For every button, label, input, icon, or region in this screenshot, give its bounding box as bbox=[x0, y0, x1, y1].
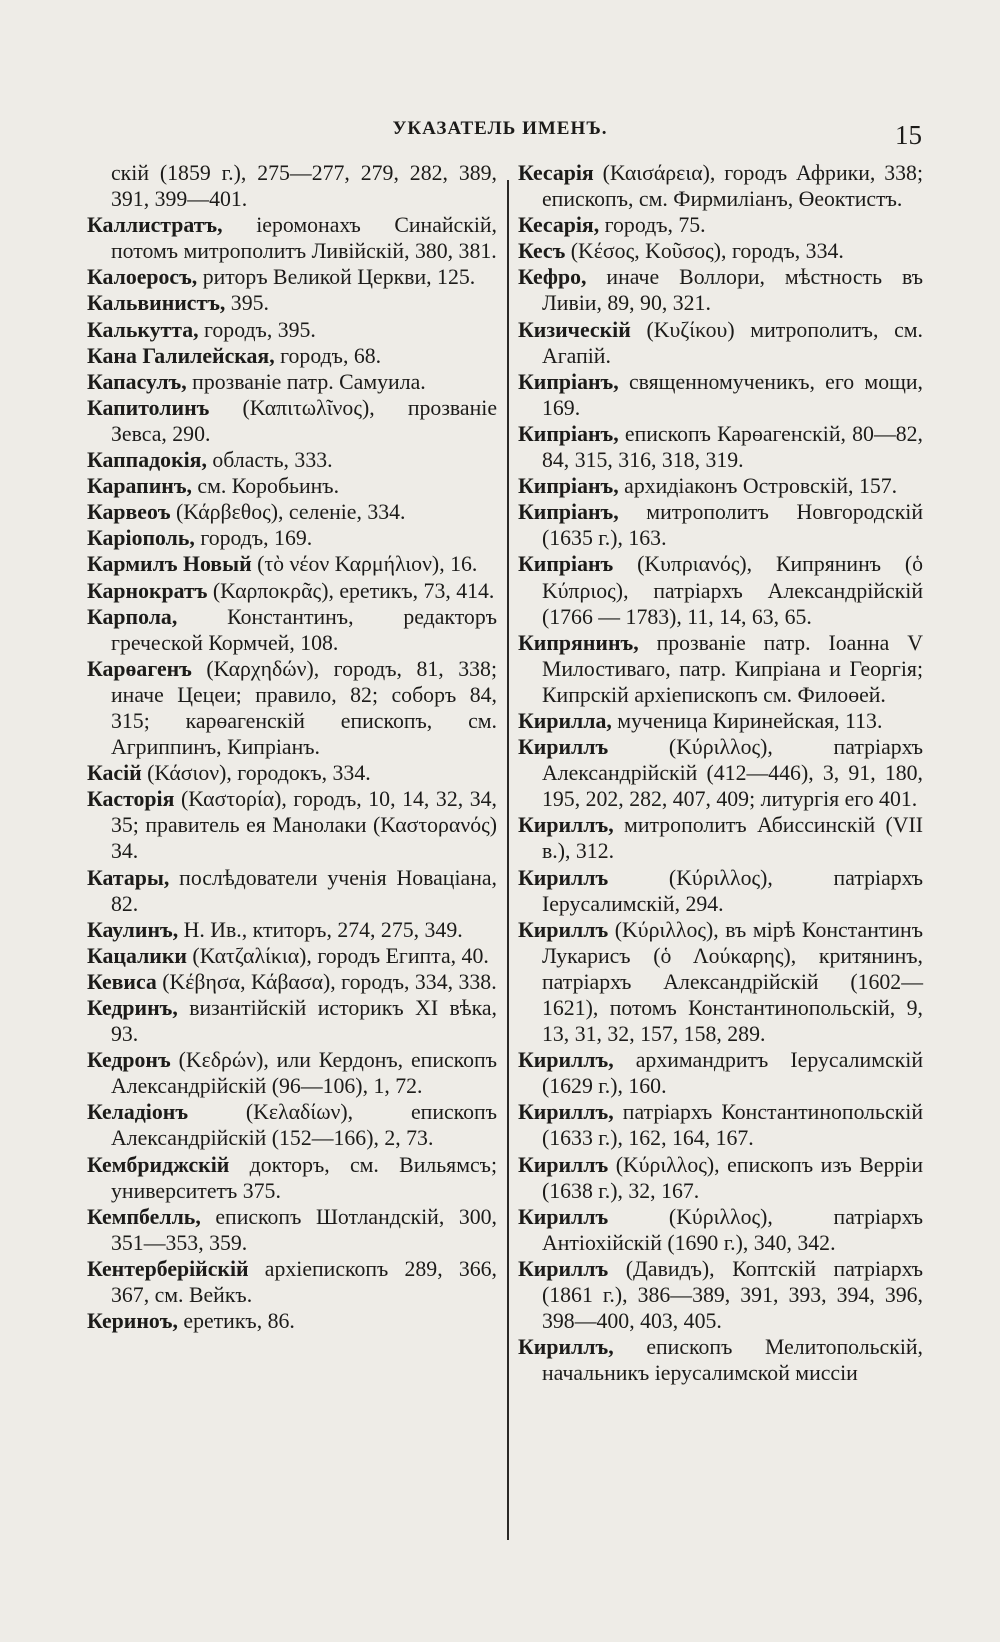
entry-text: (Καπιτωλῖνος), прозваніе Зевса, 290. bbox=[111, 395, 497, 446]
entry-text: (Давидъ), Коптскій патріархъ (1861 г.), 386—389, 391, 393, 394, 396, 398—400, 403, 405. bbox=[542, 1256, 923, 1334]
entry-headword: Кацалики bbox=[87, 943, 187, 968]
entry-headword: Кипріанъ bbox=[518, 552, 614, 577]
index-entry bbox=[518, 1334, 923, 1386]
entry-text: митрополитъ Новгородскій (1635 г.), 163. bbox=[542, 500, 923, 551]
entry-headword: Кириллъ bbox=[518, 1152, 609, 1177]
index-entry bbox=[87, 604, 497, 656]
entry-text: послѣдователи ученія Новаціана, 82. bbox=[111, 865, 497, 916]
entry-text: иначе Воллори, мѣстность въ Ливіи, 89, 90, 321. bbox=[542, 265, 923, 316]
entry-headword: Карнократъ bbox=[87, 578, 208, 603]
entry-headword: Карөагенъ bbox=[87, 656, 192, 681]
entry-headword: Кириллъ, bbox=[518, 1335, 614, 1360]
entry-text: (Καρποκρᾶς), еретикъ, 73, 414. bbox=[207, 578, 495, 603]
index-entry bbox=[518, 499, 923, 551]
index-entry bbox=[87, 1099, 497, 1151]
index-entry bbox=[518, 238, 923, 264]
entry-headword: Кемпбелль, bbox=[87, 1204, 201, 1229]
entry-text: (Καρχηδών), городъ, 81, 338; иначе Цецеи; правило, 82; соборъ 84, 315; карөагенскій епископъ, см. Агриппинъ, Кипріанъ. bbox=[111, 656, 497, 760]
index-entry bbox=[87, 473, 497, 499]
entry-text: (Κατζαλίκια), городъ Египта, 40. bbox=[186, 943, 489, 968]
entry-headword: Каріополь, bbox=[87, 526, 195, 551]
entry-headword: Каллистратъ, bbox=[87, 213, 223, 238]
index-entry bbox=[518, 1047, 923, 1099]
entry-text: область, 333. bbox=[206, 448, 333, 473]
index-entry bbox=[518, 1152, 923, 1204]
entry-text: византійскій историкъ XI вѣка, 93. bbox=[111, 996, 497, 1047]
entry-headword: Каппадокія, bbox=[87, 448, 207, 473]
running-title: УКАЗАТЕЛЬ ИМЕНЪ. bbox=[392, 118, 608, 139]
index-entry bbox=[87, 1047, 497, 1099]
entry-headword: Кириллъ bbox=[518, 1256, 609, 1281]
entry-text: городъ, 395. bbox=[198, 317, 316, 342]
entry-text: священномученикъ, его мощи, 169. bbox=[542, 369, 923, 420]
entry-headword: Катары, bbox=[87, 865, 170, 890]
entry-text: см. Коробьинъ. bbox=[191, 474, 340, 499]
entry-text: еретикъ, 86. bbox=[177, 1309, 295, 1334]
entry-headword: Кедринъ, bbox=[87, 996, 178, 1020]
entry-text: (Κεδρών), или Кердонъ, епископъ Александрійскій (96—106), 1, 72. bbox=[111, 1048, 497, 1099]
entry-text: патріархъ Константинопольскій (1633 г.), 162, 164, 167. bbox=[542, 1100, 923, 1151]
column-divider bbox=[507, 180, 509, 1540]
entry-text: епископъ Карөагенскій, 80—82, 84, 315, 316, 318, 319. bbox=[542, 421, 923, 473]
entry-text: архидіаконъ Островскій, 157. bbox=[618, 474, 898, 499]
entry-headword: Кириллъ, bbox=[518, 813, 614, 838]
index-entry bbox=[87, 786, 497, 864]
entry-headword: Кириллъ bbox=[518, 917, 609, 942]
entry-text: Константинъ, редакторъ греческой Кормчей, 108. bbox=[111, 604, 497, 655]
index-entry bbox=[518, 369, 923, 421]
entry-headword: Калькутта, bbox=[87, 317, 199, 342]
entry-headword: Карапинъ, bbox=[87, 474, 192, 499]
index-entry bbox=[518, 473, 923, 499]
entry-headword: Кана Галилейская, bbox=[87, 343, 275, 368]
entry-headword: Касторія bbox=[87, 787, 175, 812]
entry-text: городъ, 68. bbox=[274, 343, 382, 368]
entry-headword: Кипріанъ, bbox=[518, 500, 619, 525]
entry-headword: Калоеросъ, bbox=[87, 265, 198, 290]
index-column-left bbox=[87, 160, 497, 1334]
index-entry bbox=[518, 1204, 923, 1256]
index-entry bbox=[518, 1256, 923, 1334]
index-entry bbox=[518, 317, 923, 369]
entry-text: (Κελαδίων), епископъ Александрійскій (152—166), 2, 73. bbox=[111, 1100, 497, 1151]
entry-headword: Каулинъ, bbox=[87, 917, 179, 942]
entry-text: (Κύριλλος), патріархъ Іерусалимскій, 294. bbox=[542, 865, 923, 916]
entry-text: (Κυζίκου) митрополитъ, см. Агапій. bbox=[542, 317, 923, 368]
index-entry bbox=[518, 264, 923, 316]
entry-text: (Κύριλλος), патріархъ Антіохійскій (1690 г.), 340, 342. bbox=[542, 1204, 923, 1255]
entry-headword: Кирилла, bbox=[518, 708, 612, 733]
entry-headword: Кипріанъ, bbox=[518, 474, 619, 499]
entry-headword: Кириллъ bbox=[518, 735, 609, 760]
entry-headword: Кембриджскій bbox=[87, 1152, 230, 1177]
index-entry bbox=[518, 160, 923, 212]
index-entry bbox=[87, 551, 497, 577]
index-entry bbox=[518, 421, 923, 473]
entry-headword: Кириллъ, bbox=[518, 1048, 614, 1073]
page-number: 15 bbox=[895, 120, 922, 150]
index-entry bbox=[518, 212, 923, 238]
entry-text: мученица Киринейская, 113. bbox=[611, 708, 883, 733]
entry-headword: Кипріанъ, bbox=[518, 421, 619, 446]
entry-text: (Κέβησα, Κάβασα), городъ, 334, 338. bbox=[156, 969, 497, 994]
entry-headword: Келадіонъ bbox=[87, 1100, 189, 1125]
index-entry bbox=[87, 395, 497, 447]
entry-headword: Карпола, bbox=[87, 604, 178, 629]
entry-headword: Карвеоъ bbox=[87, 500, 171, 525]
entry-text: епископъ Мелитопольскій, начальникъ іерусалимской миссіи bbox=[542, 1335, 923, 1386]
entry-headword: Кентерберійскій bbox=[87, 1256, 249, 1281]
entry-text: (τὸ νέον Καρμήλιον), 16. bbox=[251, 552, 478, 577]
index-entry bbox=[87, 865, 497, 917]
index-entry bbox=[87, 1308, 497, 1334]
index-entry bbox=[87, 760, 497, 786]
entry-text: городъ, 75. bbox=[599, 213, 706, 238]
index-entry bbox=[518, 812, 923, 864]
entry-headword: Капитолинъ bbox=[87, 395, 210, 420]
entry-text: (Κάρβεθος), селеніе, 334. bbox=[170, 500, 406, 525]
entry-text: докторъ, см. Вильямсъ; университетъ 375. bbox=[111, 1152, 497, 1203]
index-entry bbox=[87, 578, 497, 604]
entry-text: архимандритъ Іерусалимскій (1629 г.), 160. bbox=[542, 1048, 923, 1099]
entry-headword: Кедронъ bbox=[87, 1048, 171, 1073]
index-entry bbox=[87, 160, 497, 212]
entry-text: (Καισάρεια), городъ Африки, 338; епископъ, см. Фирмиліанъ, Өеоктистъ. bbox=[542, 161, 923, 212]
index-entry bbox=[87, 1204, 497, 1256]
index-entry bbox=[518, 865, 923, 917]
index-entry bbox=[87, 917, 497, 943]
entry-headword: Кириллъ bbox=[518, 865, 609, 890]
entry-text: 395. bbox=[225, 291, 269, 316]
index-entry bbox=[87, 656, 497, 760]
entry-text: (Κύριλλος), въ мірѣ Константинъ Лукарисъ (ὁ Λούκαρης), критянинъ, патріархъ Александрійскій (1602—1621), потомъ Константинопольскій, 9, 13, 31, 32, 157, 158, 289. bbox=[542, 917, 923, 1047]
entry-text: епископъ Шотландскій, 300, 351—353, 359. bbox=[111, 1204, 497, 1255]
index-entry bbox=[87, 212, 497, 264]
index-entry bbox=[518, 630, 923, 708]
entry-text: (Κύριλλος), патріархъ Александрійскій (412—446), 3, 91, 180, 195, 202, 282, 407, 409; литургія его 401. bbox=[542, 735, 923, 812]
entry-headword: Капасулъ, bbox=[87, 369, 187, 394]
index-entry bbox=[87, 943, 497, 969]
entry-text: (Κυπριανός), Кипрянинъ (ὁ Κύπριος), патріархъ Александрійскій (1766 — 1783), 11, 14, 63, 65. bbox=[542, 552, 923, 629]
entry-text: риторъ Великой Церкви, 125. bbox=[197, 265, 476, 290]
entry-headword: Кизическій bbox=[518, 317, 631, 342]
index-entry bbox=[87, 499, 497, 525]
index-entry bbox=[87, 1152, 497, 1204]
index-entry bbox=[87, 1256, 497, 1308]
entry-headword: Кипрянинъ, bbox=[518, 630, 639, 655]
index-entry bbox=[87, 969, 497, 995]
entry-headword: Кириллъ, bbox=[518, 1100, 614, 1125]
index-entry bbox=[518, 1099, 923, 1151]
index-entry bbox=[518, 551, 923, 629]
entry-headword: Кармилъ Новый bbox=[87, 552, 252, 577]
entry-text: (Κύριλλος), епископъ изъ Верріи (1638 г.), 32, 167. bbox=[542, 1152, 923, 1203]
entry-text: прозваніе патр. Іоанна V Милостиваго, патр. Кипріана и Георгія; Кипрскій архіепископъ см. Филоөей. bbox=[542, 630, 923, 707]
entry-headword: Кесарія, bbox=[518, 213, 600, 238]
entry-headword: Кипріанъ, bbox=[518, 369, 619, 394]
index-entry bbox=[518, 734, 923, 812]
entry-headword: Кефро, bbox=[518, 265, 587, 290]
entry-headword: Кириллъ bbox=[518, 1204, 609, 1229]
entry-text: (Κάσιον), городокъ, 334. bbox=[141, 761, 371, 786]
entry-text: іеромонахъ Синайскій, потомъ митрополитъ Ливійскій, 380, 381. bbox=[111, 213, 497, 264]
entry-text: митрополитъ Абиссинскій (VII в.), 312. bbox=[542, 813, 923, 864]
entry-text: Н. Ив., ктиторъ, 274, 275, 349. bbox=[178, 917, 463, 942]
entry-text: скій (1859 г.), 275—277, 279, 282, 389, 391, 399—401. bbox=[111, 161, 497, 212]
index-entry bbox=[518, 708, 923, 734]
entry-text: (Καστορία), городъ, 10, 14, 32, 34, 35; правитель ея Манолаки (Καστορανός) 34. bbox=[111, 787, 497, 864]
index-entry bbox=[518, 917, 923, 1047]
entry-headword: Кериноъ, bbox=[87, 1309, 178, 1334]
entry-text: прозваніе патр. Самуила. bbox=[186, 369, 426, 394]
index-entry bbox=[87, 369, 497, 395]
entry-headword: Кальвинистъ, bbox=[87, 291, 226, 316]
entry-text: архіепископъ 289, 366, 367, см. Вейкъ. bbox=[111, 1256, 497, 1308]
entry-headword: Кесъ bbox=[518, 239, 566, 264]
index-entry bbox=[87, 317, 497, 343]
index-entry bbox=[87, 290, 497, 316]
index-entry bbox=[87, 525, 497, 551]
index-entry bbox=[87, 995, 497, 1047]
entry-headword: Касій bbox=[87, 761, 142, 786]
entry-text: (Κέσος, Κοῦσος), городъ, 334. bbox=[565, 239, 844, 264]
entry-headword: Кесарія bbox=[518, 161, 594, 185]
index-entry bbox=[87, 343, 497, 369]
entry-text: городъ, 169. bbox=[194, 526, 313, 551]
index-entry bbox=[87, 447, 497, 473]
index-column-right bbox=[518, 160, 923, 1386]
index-entry bbox=[87, 264, 497, 290]
entry-headword: Кевиса bbox=[87, 969, 157, 994]
